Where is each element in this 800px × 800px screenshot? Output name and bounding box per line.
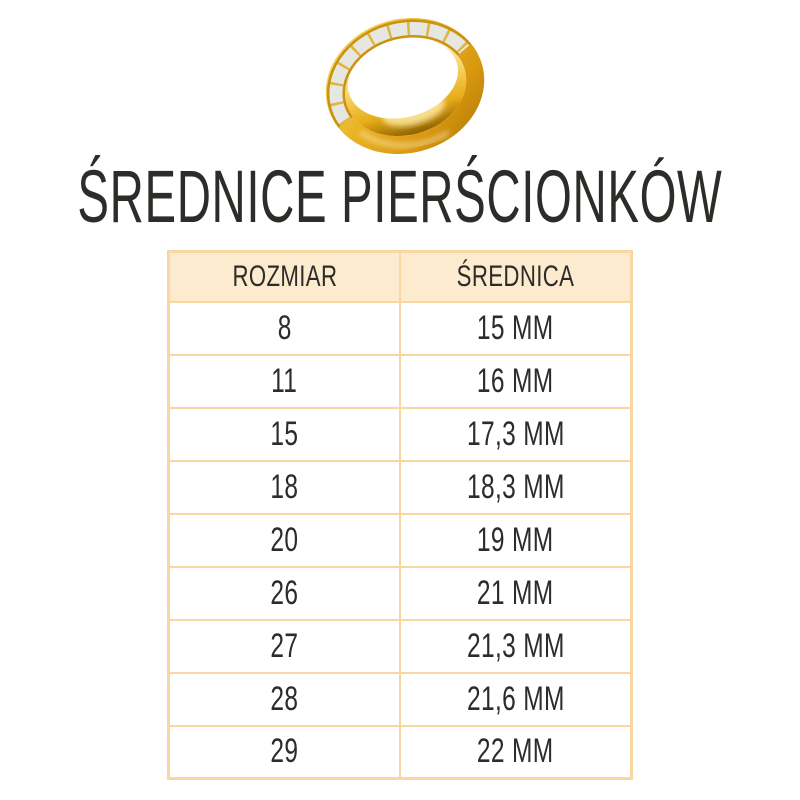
page-title-text: ŚREDNICE PIERŚCIONKÓW	[77, 154, 723, 238]
size-cell-text: 28	[270, 679, 299, 718]
diameter-cell	[400, 726, 632, 779]
table-row	[169, 302, 632, 355]
size-cell-text: 29	[270, 732, 299, 771]
gold-ring-image	[310, 0, 500, 172]
size-cell-text: 11	[271, 361, 298, 400]
size-cell-text: 26	[270, 573, 299, 612]
ring-icon	[310, 0, 500, 172]
ring-size-table	[167, 250, 633, 780]
diameter-cell	[400, 620, 632, 673]
diameter-cell-text: 19 MM	[477, 520, 554, 559]
size-cell-text: 8	[277, 308, 292, 347]
diameter-cell	[400, 302, 632, 355]
table-row	[169, 567, 632, 620]
table-header	[169, 252, 632, 302]
size-cell	[169, 514, 401, 567]
size-cell	[169, 726, 401, 779]
column-header-rozmiar-text: ROZMIAR	[232, 259, 337, 293]
size-cell-text: 20	[270, 520, 299, 559]
table-row	[169, 673, 632, 726]
size-cell-text: 27	[270, 626, 299, 665]
size-cell	[169, 302, 401, 355]
size-cell	[169, 620, 401, 673]
diameter-cell	[400, 355, 632, 408]
diameter-cell	[400, 514, 632, 567]
size-cell	[169, 408, 401, 461]
size-cell	[169, 355, 401, 408]
size-cell-text: 15	[270, 414, 299, 453]
table-row	[169, 620, 632, 673]
diameter-cell-text: 16 MM	[477, 361, 554, 400]
page-title	[0, 154, 800, 238]
table-row	[169, 514, 632, 567]
table-header-row	[169, 252, 632, 302]
size-cell	[169, 567, 401, 620]
diameter-cell	[400, 461, 632, 514]
size-cell	[169, 461, 401, 514]
diameter-cell-text: 18,3 MM	[466, 467, 565, 506]
column-header-srednica	[400, 252, 632, 302]
column-header-rozmiar	[169, 252, 401, 302]
diameter-cell	[400, 673, 632, 726]
table-row	[169, 408, 632, 461]
diameter-cell-text: 21,3 MM	[466, 626, 565, 665]
diameter-cell-text: 21 MM	[477, 573, 554, 612]
table-body	[169, 302, 632, 779]
table-row	[169, 355, 632, 408]
diameter-cell	[400, 567, 632, 620]
table-row	[169, 726, 632, 779]
table-row	[169, 461, 632, 514]
diameter-cell-text: 22 MM	[477, 732, 554, 771]
size-cell	[169, 673, 401, 726]
diameter-cell-text: 15 MM	[477, 308, 554, 347]
diameter-cell-text: 17,3 MM	[466, 414, 565, 453]
diameter-cell-text: 21,6 MM	[466, 679, 565, 718]
diameter-cell	[400, 408, 632, 461]
column-header-srednica-text: ŚREDNICA	[456, 259, 575, 293]
size-cell-text: 18	[270, 467, 299, 506]
